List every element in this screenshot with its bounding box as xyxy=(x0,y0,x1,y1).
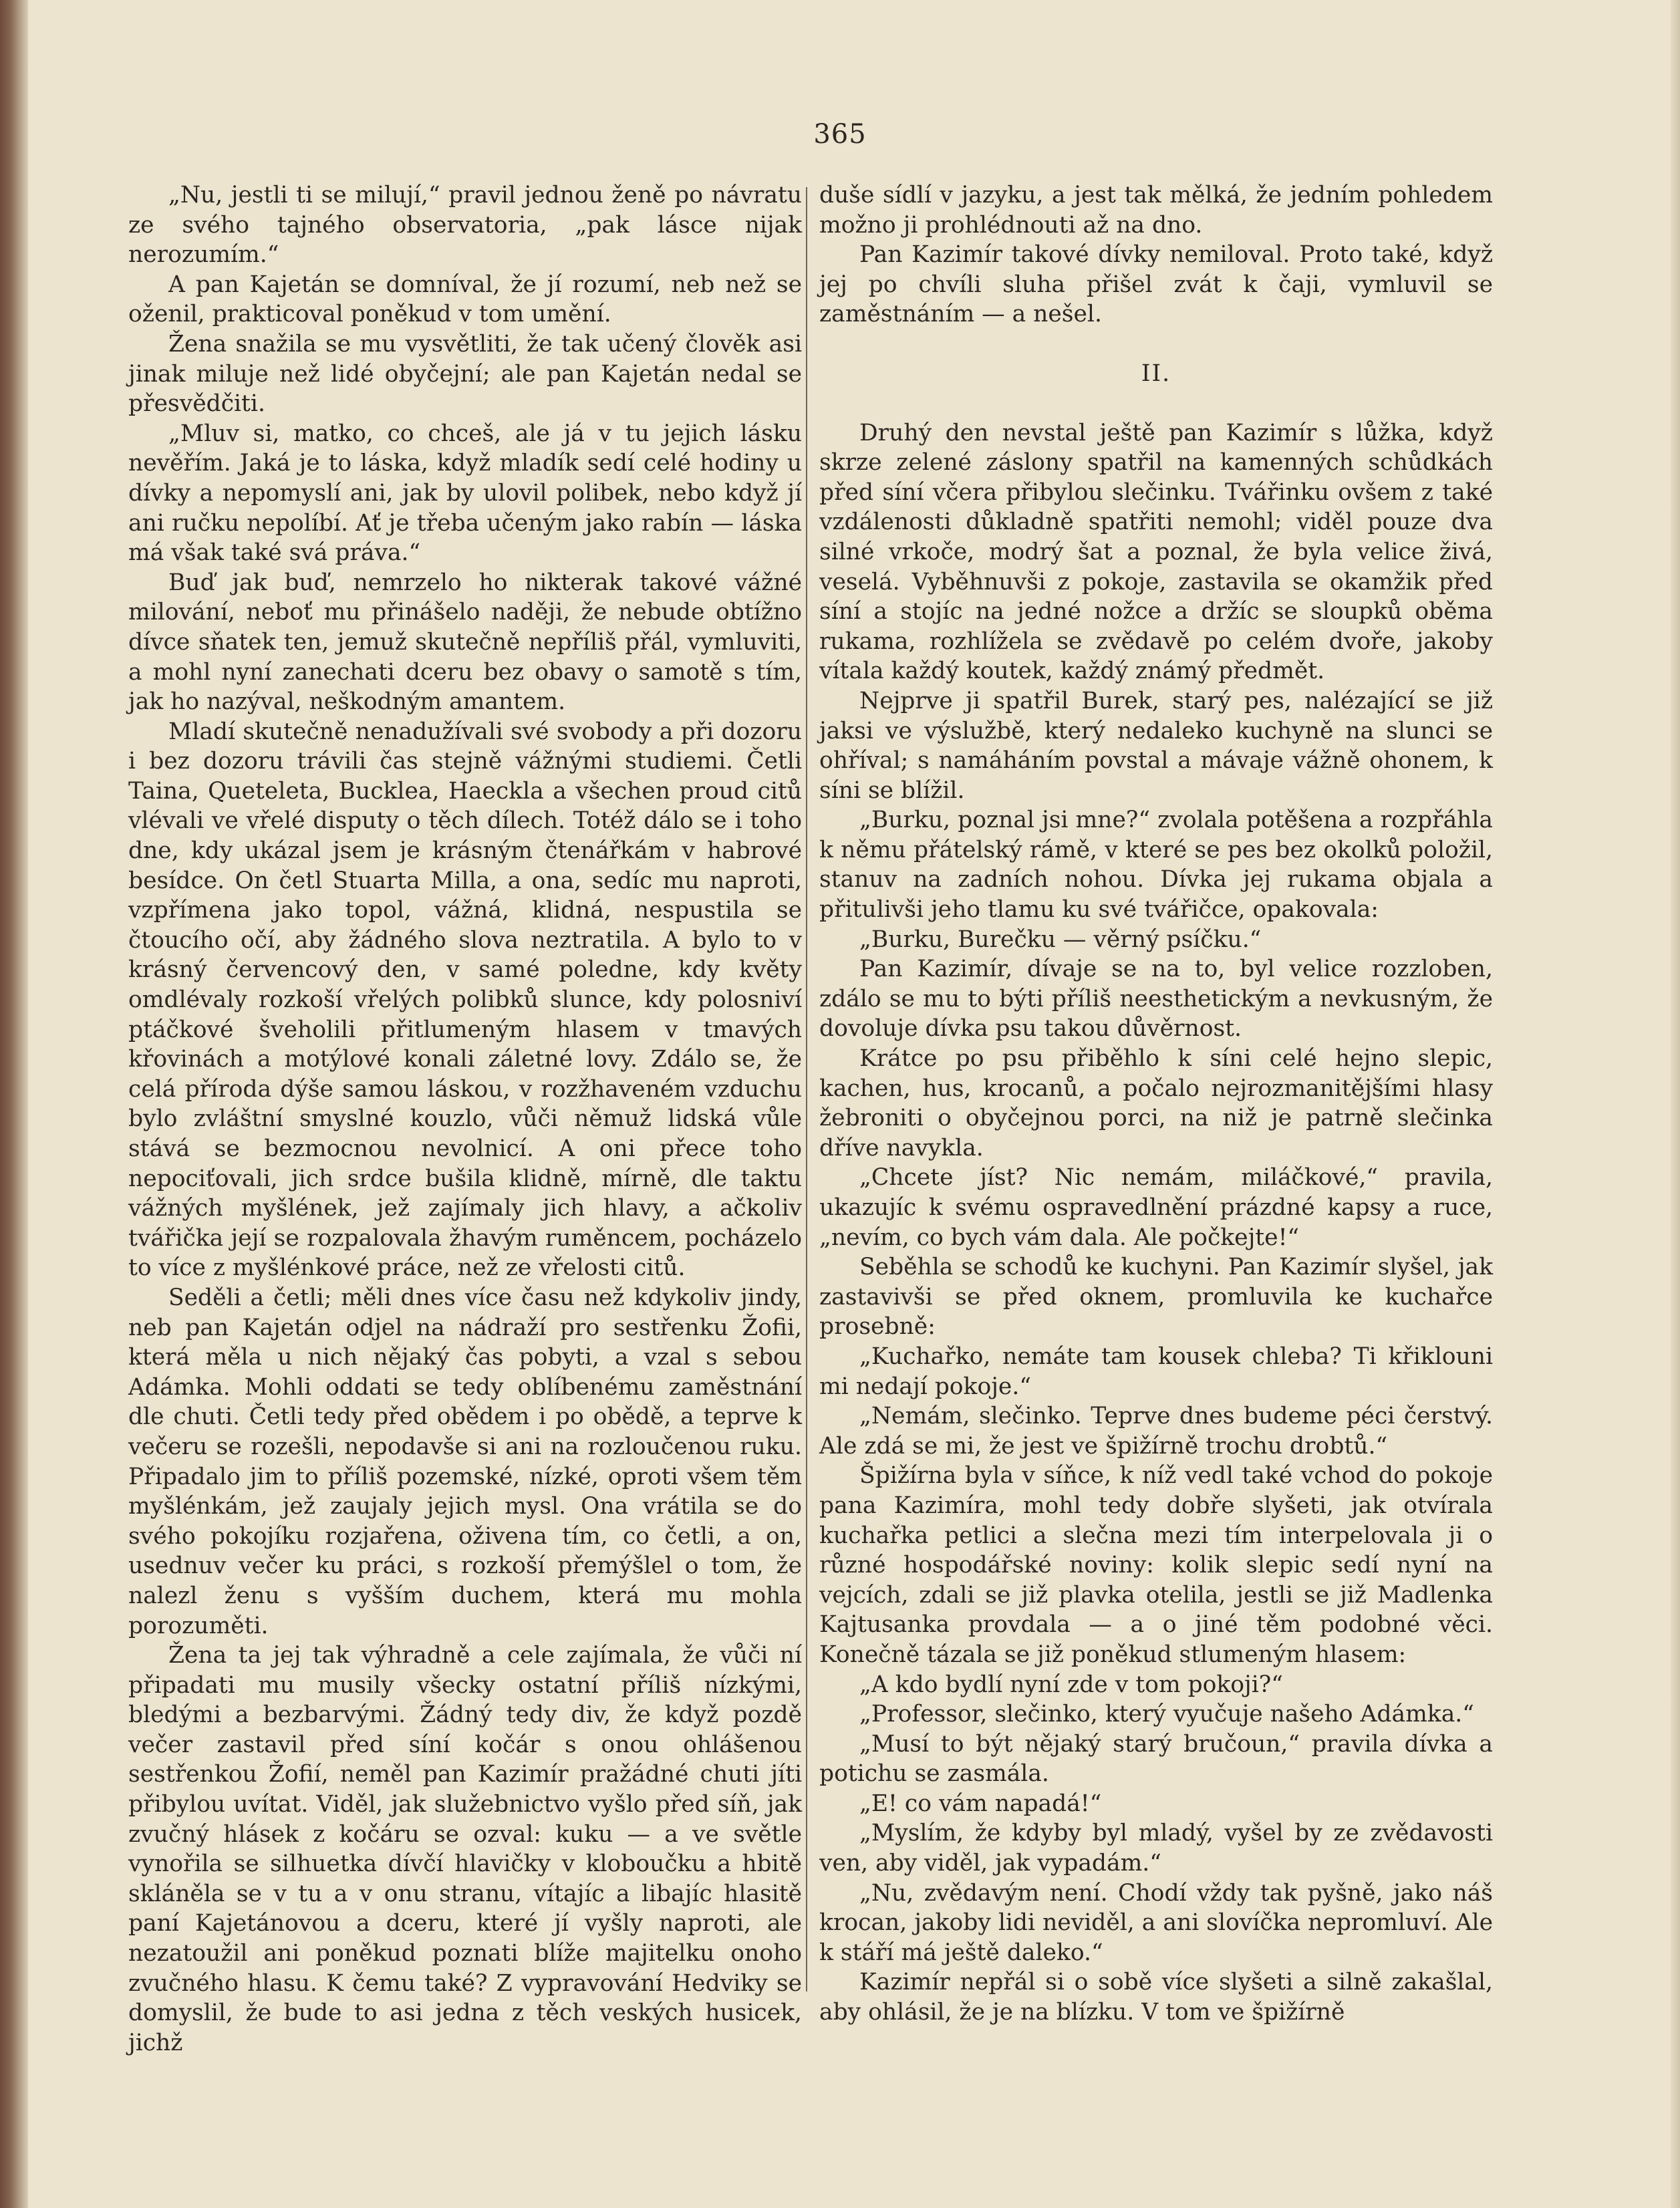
paragraph: „Kuchařko, nemáte tam kousek chleba? Ti křiklouni mi nedají pokoje.“ xyxy=(819,1343,1493,1400)
paragraph: Druhý den nevstal ještě pan Kazimír s lůžka, když skrze zelené záslony spatřil na kamenných schůdkách před síní včera přibylou slečinku. Tvářinku ovšem z také vzdálenosti důkladně spatřiti nemohl; viděl pouze dva silné vrkoče, modrý šat a poznal, že byla velice živá, veselá. Vyběhnuvši z pokoje, zastavila se okamžik před síní a stojíc na jedné nožce a držíc se sloupků oběma rukama, rozhlížela se zvědavě po celém dvoře, jakoby vítala každý koutek, každý známý předmět. xyxy=(819,419,1493,685)
column-divider xyxy=(806,187,807,1991)
section-heading: II. xyxy=(1141,360,1171,387)
paragraph: Nejprve ji spatřil Burek, starý pes, nalézající se již jaksi ve výslužbě, který nedaleko kuchyně na slunci se ohříval; s namáháním povstal a mávaje vážně ohonem, k síni se blížil. xyxy=(819,687,1493,804)
paragraph: A pan Kajetán se domníval, že jí rozumí, neb než se oženil, prakticoval poněkud v tom umění. xyxy=(128,271,802,328)
paragraph: „Nu, jestli ti se milují,“ pravil jednou ženě po návratu ze svého tajného observatoria, „pak lásce nijak nerozumím.“ xyxy=(128,182,802,269)
paragraph: „Myslím, že kdyby byl mladý, vyšel by ze zvědavosti ven, aby viděl, jak vypadám.“ xyxy=(819,1820,1493,1877)
paragraph: Pan Kazimír, dívaje se na to, byl velice rozzloben, zdálo se mu to býti příliš neesthetickým a nevkusným, že dovoluje dívka psu takou důvěrnost. xyxy=(819,956,1493,1043)
paragraph: Žena ta jej tak výhradně a cele zajímala, že vůči ní připadati mu musily všecky ostatní příliš nízkými, bledými a bezbarvými. Žádný tedy div, že když pozdě večer zastavil před síní kočár s onou ohlášenou sestřenkou Žofií, neměl pan Kazimír pražádné chuti jíti přibylou uvítat. Viděl, jak služebnictvo vyšlo před síň, jak zvučný hlásek z kočáru se ozval: kuku — a ve světle vynořila se silhuetka dívčí hlavičky v kloboučku a hbitě skláněla se v tu a v onu stranu, vítajíc a libajíc hlasitě paní Kajetánovou a dceru, které jí vyšly naproti, ale nezatoužil ani poněkud poznati blíže majitelku onoho zvučného hlasu. K čemu také? Z vypravování Hedviky se domyslil, že bude to asi jedna z těch veských husicek, jichž xyxy=(128,1642,802,2056)
paragraph: „Musí to být nějaký starý bručoun,“ pravila dívka a potichu se zasmála. xyxy=(819,1730,1493,1788)
paragraph: Špižírna byla v síňce, k níž vedl také vchod do pokoje pana Kazimíra, mohl tedy dobře slyšeti, jak otvírala kuchařka petlici a slečna mezi tím interpelovala ji o různé hospodářské noviny: kolik slepic sedí nyní na vejcích, zdali se již plavka otelila, jestli se již Madlenka Kajtusanka provdala — a o jiné těm podobné věci. Konečně tázala se již poněkud stlumeným hlasem: xyxy=(819,1462,1493,1668)
right-text-column xyxy=(819,180,1493,2172)
paragraph: Pan Kazimír takové dívky nemiloval. Proto také, když jej po chvíli sluha přišel zvát k čaji, vymluvil se zaměstnáním — a nešel. xyxy=(819,241,1493,328)
paragraph: „Mluv si, matko, co chceš, ale já v tu jejich lásku nevěřím. Jaká je to láska, když mladík sedí celé hodiny u dívky a nepomyslí ani, jak by ulovil polibek, nebo když jí ani ručku nepolíbí. Ať je třeba učeným jako rabín — láska má však také svá práva.“ xyxy=(128,420,802,567)
paragraph: Mladí skutečně nenadužívali své svobody a při dozoru i bez dozoru trávili čas stejně vážnými studiemi. Četli Taina, Queteleta, Bucklea, Haeckla a všechen proud citů vlévali ve vřelé disputy o těch dílech. Totéž dálo se i toho dne, kdy ukázal jsem je krásným čtenářkám v habrové besídce. On četl Stuarta Milla, a ona, sedíc mu naproti, vzpřímena jako topol, vážná, klidná, nespustila se čtoucího očí, aby žádného slova neztratila. A bylo to v krásný červencový den, v samé poledne, kdy květy omdlévaly rozkoší vřelých polibků slunce, kdy polosniví ptáčkové šveholili přitlumeným hlasem v tmavých křovinách a motýlové konali záletné lovy. Zdálo se, že celá příroda dýše samou láskou, v rozžhaveném vzduchu bylo zvláštní smyslné kouzlo, vůči němuž lidská vůle stává se bezmocnou nevolnicí. A oni přece toho nepociťovali, jich srdce bušila klidně, mírně, dle taktu vážných myšlének, jež zajímaly jich hlavy, a ačkoliv tvářička její se rozpalovala žhavým ruměncem, pocházelo to více z myšlénkové práce, než ze vřelosti citů. xyxy=(128,718,802,1282)
paragraph: „Burku, poznal jsi mne?“ zvolala potěšena a rozpřáhla k němu přátelský rámě, v které se pes bez okolků položil, stanuv na zadních nohou. Dívka jej rukama objala a přitulivši jeho tlamu ku své tvářičce, opakovala: xyxy=(819,807,1493,924)
paragraph: Seběhla se schodů ke kuchyni. Pan Kazimír slyšel, jak zastavivši se před oknem, promluvila ke kuchařce prosebně: xyxy=(819,1254,1493,1341)
paragraph: „Burku, Burečku — věrný psíčku.“ xyxy=(859,926,1262,953)
page-edge xyxy=(1671,0,1680,2208)
paragraph: Seděli a četli; měli dnes více času než kdykoliv jindy, neb pan Kajetán odjel na nádraží pro sestřenku Žofii, která měla u nich nějaký čas pobyti, a vzal s sebou Adámka. Mohli oddati se tedy oblíbenému zaměstnání dle chuti. Četli tedy před obědem i po obědě, a teprve k večeru se rozešli, nepodavše si ani na rozloučenou ruku. Připadalo jim to příliš pozemské, nízké, oproti všem těm myšlénkám, jež zaujaly jejich mysl. Ona vrátila se do svého pokojíku rozjařena, oživena tím, co četli, a on, usednuv večer ku práci, s rozkoší přemýšlel o tom, že nalezl ženu s vyšším duchem, která mu mohla porozuměti. xyxy=(128,1284,802,1639)
page-number: 365 xyxy=(813,119,867,150)
paragraph: „Nemám, slečinko. Teprve dnes budeme péci čerstvý. Ale zdá se mi, že jest ve špižírně trochu drobtů.“ xyxy=(819,1403,1493,1460)
paragraph: „Chcete jíst? Nic nemám, miláčkové,“ pravila, ukazujíc k svému ospravedlnění prázdné kapsy a ruce, „nevím, co bych vám dala. Ale počkejte!“ xyxy=(819,1164,1493,1251)
paragraph: „Nu, zvědavým není. Chodí vždy tak pyšně, jako náš krocan, jakoby lidi neviděl, a ani slovíčka nepromluví. Ale k stáří má ještě daleko.“ xyxy=(819,1879,1493,1966)
paragraph: duše sídlí v jazyku, a jest tak mělká, že jedním pohledem možno ji prohlédnouti až na dno. xyxy=(819,182,1493,239)
paragraph: „E! co vám napadá!“ xyxy=(859,1790,1102,1817)
left-text-column xyxy=(128,180,802,2172)
paragraph: „A kdo bydlí nyní zde v tom pokoji?“ xyxy=(859,1671,1283,1698)
paragraph: Žena snažila se mu vysvětliti, že tak učený člověk asi jinak miluje než lidé obyčejní; ale pan Kajetán nedal se přesvědčiti. xyxy=(128,330,802,418)
book-binding-edge xyxy=(0,0,28,2208)
paragraph: „Professor, slečinko, který vyučuje našeho Adámka.“ xyxy=(859,1701,1474,1728)
paragraph: Buď jak buď, nemrzelo ho nikterak takové vážné milování, neboť mu přinášelo naději, že nebude obtížno dívce sňatek ten, jemuž skutečně nepříliš přál, vymluviti, a mohl nyní zanechati dceru bez obavy o samotě s tím, jak ho nazýval, neškodným amantem. xyxy=(128,569,802,716)
paragraph: Krátce po psu přiběhlo k síni celé hejno slepic, kachen, hus, krocanů, a počalo nejrozmanitějšími hlasy žebroniti o obyčejnou porci, na niž je patrně slečinka dříve navykla. xyxy=(819,1045,1493,1161)
paragraph: Kazimír nepřál si o sobě více slyšeti a silně zakašlal, aby ohlásil, že je na blízku. V tom ve špižírně xyxy=(819,1969,1493,2026)
